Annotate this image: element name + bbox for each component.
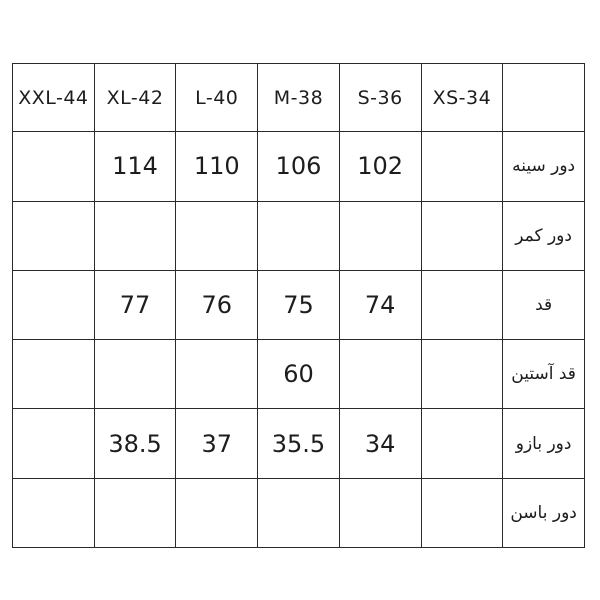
row-label: قد آستین: [503, 340, 585, 409]
table-cell: [13, 132, 95, 201]
row-label: قد: [503, 270, 585, 339]
table-row: [13, 201, 585, 270]
table-cell: 35.5: [258, 409, 340, 478]
header-cell-s: S-36: [339, 64, 421, 132]
row-label: دور سینه: [503, 132, 585, 201]
header-cell-xs: XS-34: [421, 64, 503, 132]
header-cell-xxl: XXL-44: [13, 64, 95, 132]
table-cell: [13, 409, 95, 478]
header-cell-corner: [503, 64, 585, 132]
table-cell: [421, 270, 503, 339]
table-cell: [421, 409, 503, 478]
table-cell: [421, 478, 503, 547]
table-cell: [339, 340, 421, 409]
table-cell: [13, 270, 95, 339]
table-cell: 114: [94, 132, 176, 201]
table-cell: 102: [339, 132, 421, 201]
table-cell: 77: [94, 270, 176, 339]
table-cell: 37: [176, 409, 258, 478]
table-row: [13, 478, 585, 547]
header-row: [13, 64, 585, 132]
table-cell: 75: [258, 270, 340, 339]
size-chart-table: [12, 63, 585, 548]
table-cell: 110: [176, 132, 258, 201]
table-cell: [258, 478, 340, 547]
row-label: دور بازو: [503, 409, 585, 478]
table-cell: [258, 201, 340, 270]
table-cell: 60: [258, 340, 340, 409]
header-cell-l: L-40: [176, 64, 258, 132]
table-cell: [94, 478, 176, 547]
table-cell: 34: [339, 409, 421, 478]
table-cell: [176, 478, 258, 547]
table-cell: 106: [258, 132, 340, 201]
table-row: [13, 340, 585, 409]
header-cell-xl: XL-42: [94, 64, 176, 132]
table-cell: 38.5: [94, 409, 176, 478]
row-label: دور باسن: [503, 478, 585, 547]
table-cell: [13, 201, 95, 270]
table-row: [13, 132, 585, 201]
table-cell: [94, 201, 176, 270]
table-cell: [176, 201, 258, 270]
table-cell: [13, 478, 95, 547]
table-cell: [339, 478, 421, 547]
row-label: دور کمر: [503, 201, 585, 270]
header-cell-m: M-38: [258, 64, 340, 132]
table-cell: 74: [339, 270, 421, 339]
table-cell: [176, 340, 258, 409]
table-cell: [339, 201, 421, 270]
table-row: [13, 270, 585, 339]
table-cell: [13, 340, 95, 409]
table-cell: [421, 201, 503, 270]
table-cell: 76: [176, 270, 258, 339]
table-cell: [421, 340, 503, 409]
table-cell: [421, 132, 503, 201]
table-cell: [94, 340, 176, 409]
table-row: [13, 409, 585, 478]
